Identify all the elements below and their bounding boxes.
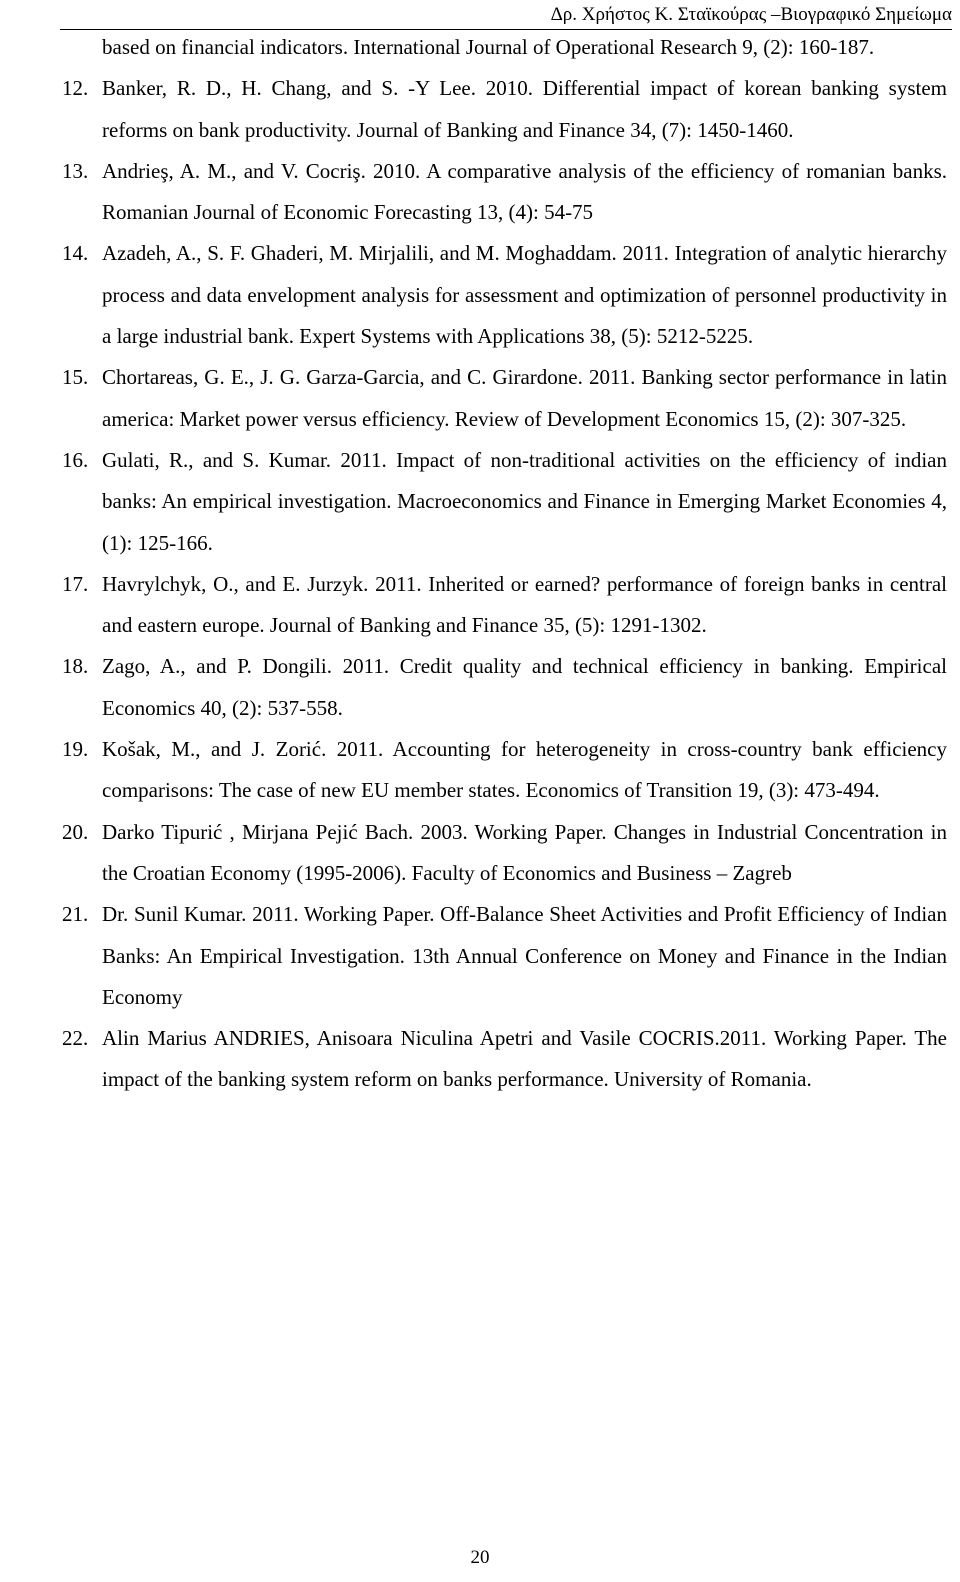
reference-item xyxy=(62,440,947,564)
reference-number: 12. xyxy=(62,76,89,101)
reference-list xyxy=(62,27,947,1101)
reference-number: 13. xyxy=(62,158,89,183)
reference-text: Košak, M., and J. Zorić. 2011. Accounting for heterogeneity in cross-country bank efficiency comparisons: The case of new EU member states. Economics of Transition 19, (3): 473-494. xyxy=(102,737,947,803)
reference-item xyxy=(62,68,947,151)
reference-item xyxy=(62,812,947,895)
reference-text: Chortareas, G. E., J. G. Garza-Garcia, and C. Girardone. 2011. Banking sector performance in latin america: Market power versus efficiency. Review of Development Economics 15, (2): 307-325. xyxy=(102,365,947,431)
reference-item xyxy=(62,233,947,357)
reference-text: Azadeh, A., S. F. Ghaderi, M. Mirjalili, and M. Moghaddam. 2011. Integration of analytic hierarchy process and data envelopment analysis for assessment and optimization of personnel productivity in a large industrial bank. Expert Systems with Applications 38, (5): 5212-5225. xyxy=(102,241,947,349)
reference-text: Gulati, R., and S. Kumar. 2011. Impact of non-traditional activities on the efficiency of indian banks: An empirical investigation. Macroeconomics and Finance in Emerging Market Economies 4, (1): 125-166. xyxy=(102,447,947,555)
reference-number: 19. xyxy=(62,737,89,762)
reference-number: 20. xyxy=(62,819,89,844)
reference-number: 16. xyxy=(62,447,89,472)
running-title: Δρ. Χρήστος Κ. Σταϊκούρας –Βιογραφικό Σημείωμα xyxy=(550,4,952,25)
reference-number: 17. xyxy=(62,571,89,596)
reference-text: Darko Tipurić , Mirjana Pejić Bach. 2003. Working Paper. Changes in Industrial Concentration in the Croatian Economy (1995-2006). Faculty of Economics and Business – Zagreb xyxy=(102,819,947,885)
reference-item xyxy=(62,564,947,647)
reference-item xyxy=(62,729,947,812)
reference-text: Dr. Sunil Kumar. 2011. Working Paper. Off-Balance Sheet Activities and Profit Efficiency of Indian Banks: An Empirical Investigation. 13th Annual Conference on Money and Finance in the Indian Economy xyxy=(102,902,947,1009)
reference-continuation: based on financial indicators. International Journal of Operational Research 9, (2): 160-187. xyxy=(102,35,875,59)
reference-item xyxy=(62,151,947,234)
reference-item xyxy=(62,646,947,729)
reference-item xyxy=(62,894,947,1018)
reference-text: Banker, R. D., H. Chang, and S. -Y Lee. 2010. Differential impact of korean banking system reforms on bank productivity. Journal of Banking and Finance 34, (7): 1450-1460. xyxy=(102,76,947,142)
reference-item xyxy=(62,1018,947,1101)
reference-number: 22. xyxy=(62,1026,89,1051)
reference-number: 18. xyxy=(62,654,89,679)
reference-number: 14. xyxy=(62,241,89,266)
reference-text: Zago, A., and P. Dongili. 2011. Credit quality and technical efficiency in banking. Empirical Economics 40, (2): 537-558. xyxy=(102,654,947,720)
page-number: 20 xyxy=(470,1547,490,1568)
reference-text: Havrylchyk, O., and E. Jurzyk. 2011. Inherited or earned? performance of foreign banks in central and eastern europe. Journal of Banking and Finance 35, (5): 1291-1302. xyxy=(102,571,947,638)
reference-number: 15. xyxy=(62,365,89,390)
reference-item xyxy=(62,357,947,440)
reference-text: Alin Marius ANDRIES, Anisoara Niculina Apetri and Vasile COCRIS.2011. Working Paper. The impact of the banking system reform on banks performance. University of Romania. xyxy=(102,1026,947,1092)
reference-text: Andrieş, A. M., and V. Cocriş. 2010. A comparative analysis of the efficiency of romanian banks. Romanian Journal of Economic Forecasting 13, (4): 54-75 xyxy=(102,158,947,225)
reference-number: 21. xyxy=(62,902,89,927)
